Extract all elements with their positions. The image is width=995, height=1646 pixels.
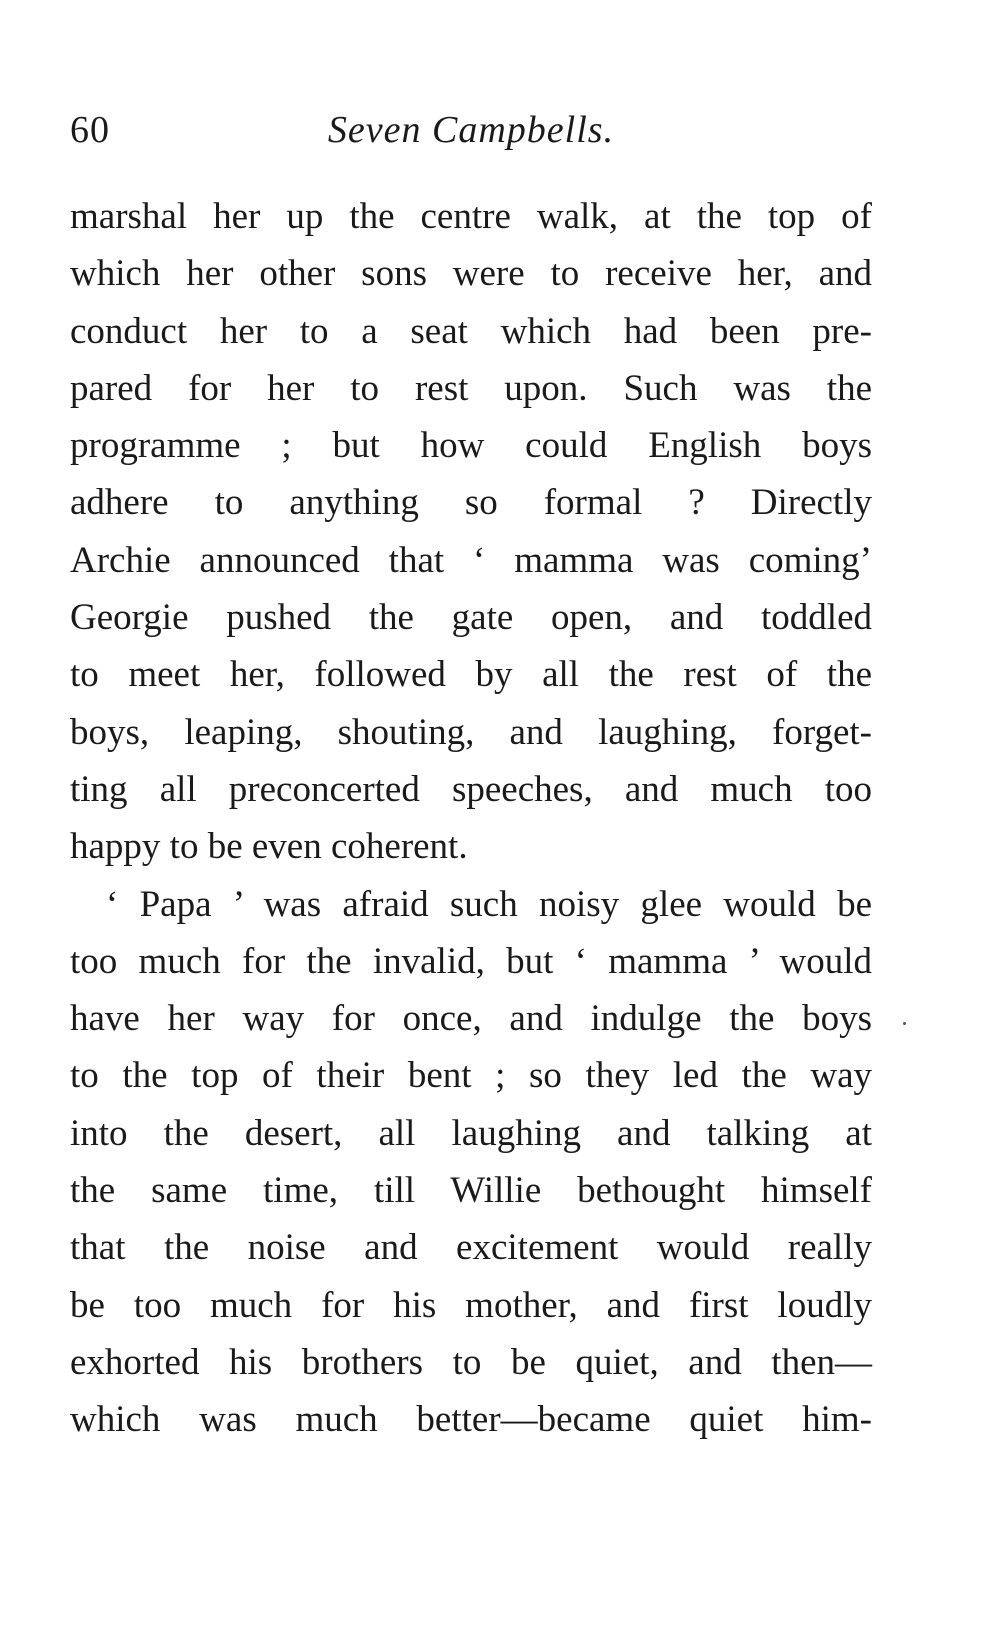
text-line: to meet her, followed by all the rest of the: [70, 654, 872, 696]
text-line: programme ; but how could English boys: [70, 425, 872, 467]
page-header: [70, 108, 872, 158]
text-line: exhorted his brothers to be quiet, and then—: [70, 1341, 872, 1383]
running-title: Seven Campbells.: [327, 109, 615, 151]
text-line: which her other sons were to receive her, and: [70, 253, 872, 295]
text-line: marshal her up the centre walk, at the top of: [70, 196, 872, 237]
paragraph-start-line: ‘ Papa ’ was afraid such noisy glee would be: [106, 883, 872, 925]
text-line: have her way for once, and indulge the boys: [70, 998, 872, 1040]
text-line: too much for the invalid, but ‘ mamma ’ would: [70, 940, 872, 982]
ink-speck: [903, 1022, 906, 1025]
text-line: that the noise and excitement would really: [70, 1227, 872, 1269]
text-line: which was much better—became quiet him-: [70, 1399, 872, 1441]
text-line: pared for her to rest upon. Such was the: [70, 367, 872, 409]
text-line: be too much for his mother, and first loudly: [70, 1284, 872, 1326]
text-line: boys, leaping, shouting, and laughing, forget-: [70, 711, 872, 753]
text-line: Georgie pushed the gate open, and toddled: [70, 597, 872, 639]
text-line: into the desert, all laughing and talking at: [70, 1112, 872, 1154]
body-text: [70, 188, 872, 1449]
page-number: 60: [70, 109, 110, 151]
text-line: Archie announced that ‘ mamma was coming’: [70, 539, 872, 581]
paragraph-end-line: happy to be even coherent.: [70, 826, 468, 868]
text-line: adhere to anything so formal ? Directly: [70, 482, 872, 524]
text-line: to the top of their bent ; so they led the way: [70, 1055, 872, 1097]
text-line: the same time, till Willie bethought himself: [70, 1170, 872, 1212]
text-line: conduct her to a seat which had been pre-: [70, 310, 872, 352]
text-line: ting all preconcerted speeches, and much too: [70, 768, 872, 810]
